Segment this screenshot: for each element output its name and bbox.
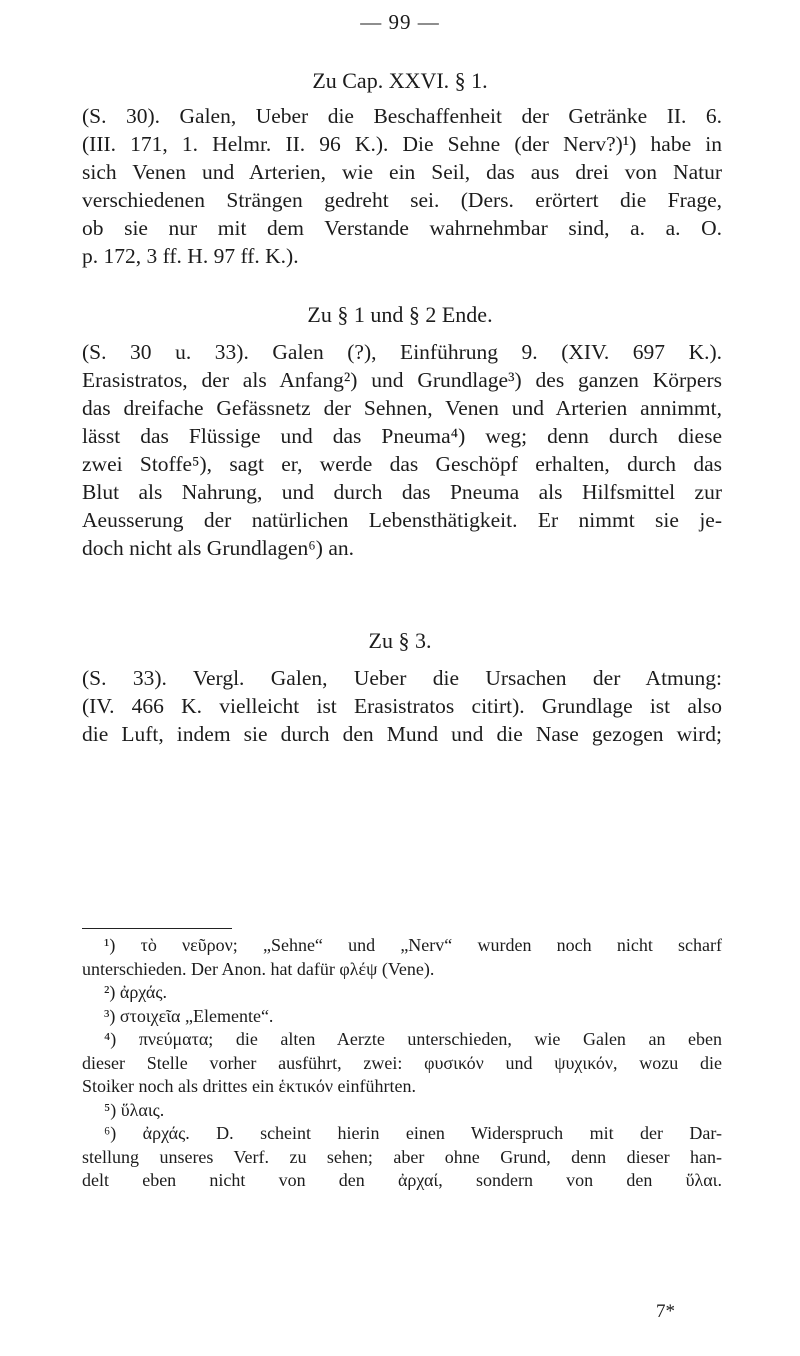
- footnote-line: Stoiker noch als drittes ein ἑκτικόν einführten.: [82, 1076, 416, 1096]
- footnote-line: ²) ἀρχάς.: [104, 982, 167, 1002]
- section-heading: Zu § 3.: [368, 628, 432, 653]
- text-line: (S. 30 u. 33). Galen (?), Einführung 9. (XIV. 697 K.).: [82, 340, 722, 364]
- text-line: Blut als Nahrung, und durch das Pneuma als Hilfsmittel zur: [82, 480, 722, 504]
- section-heading: Zu § 1 und § 2 Ende.: [307, 302, 493, 327]
- text-line: doch nicht als Grundlagen⁶) an.: [82, 536, 354, 560]
- page-number: — 99 —: [360, 10, 440, 34]
- footnote-line: ³) στοιχεῖα „Elemente“.: [104, 1005, 274, 1026]
- footnote-line: ⁵) ὕλαις.: [104, 1099, 165, 1120]
- footnote-line: delt eben nicht von den ἀρχαί, sondern von den ὕλαι.: [82, 1170, 722, 1190]
- footnote-line: unterschieden. Der Anon. hat dafür φλέψ (Vene).: [82, 958, 435, 979]
- footnote-line: ⁶) ἀρχάς. D. scheint hierin einen Widerspruch mit der Dar-: [104, 1123, 722, 1143]
- text-line: (S. 30). Galen, Ueber die Beschaffenheit der Getränke II. 6.: [82, 104, 722, 128]
- text-line: ob sie nur mit dem Verstande wahrnehmbar sind, a. a. O.: [82, 216, 722, 240]
- footnote-rule: [82, 928, 232, 929]
- section-heading: Zu Cap. XXVI. § 1.: [312, 68, 488, 93]
- text-line: (III. 171, 1. Helmr. II. 96 K.). Die Sehne (der Nerv?)¹) habe in: [82, 132, 722, 156]
- text-line: verschiedenen Strängen gedreht sei. (Ders. erörtert die Frage,: [82, 188, 722, 212]
- text-line: lässt das Flüssige und das Pneuma⁴) weg; denn durch diese: [82, 424, 722, 448]
- text-line: sich Venen und Arterien, wie ein Seil, das aus drei von Natur: [82, 160, 722, 184]
- text-line: zwei Stoffe⁵), sagt er, werde das Geschöpf erhalten, durch das: [82, 452, 722, 476]
- text-line: (IV. 466 K. vielleicht ist Erasistratos citirt). Grundlage ist also: [82, 694, 722, 718]
- signature-mark: 7*: [656, 1301, 675, 1322]
- section-paragraph: [82, 338, 722, 562]
- footnotes: [82, 934, 722, 1193]
- section-paragraph: [82, 102, 722, 270]
- text-line: p. 172, 3 ff. H. 97 ff. K.).: [82, 244, 299, 268]
- text-line: die Luft, indem sie durch den Mund und die Nase gezogen wird;: [82, 722, 722, 746]
- footnote-line: ¹) τὸ νεῦρον; „Sehne“ und „Nerv“ wurden noch nicht scharf: [104, 935, 722, 955]
- text-line: Erasistratos, der als Anfang²) und Grundlage³) des ganzen Körpers: [82, 368, 722, 392]
- section-paragraph: [82, 664, 722, 748]
- text-line: (S. 33). Vergl. Galen, Ueber die Ursachen der Atmung:: [82, 666, 722, 690]
- footnote-line: stellung unseres Verf. zu sehen; aber ohne Grund, denn dieser han-: [82, 1146, 722, 1167]
- text-line: das dreifache Gefässnetz der Sehnen, Venen und Arterien annimmt,: [82, 396, 722, 420]
- footnote-line: ⁴) πνεύματα; die alten Aerzte unterschieden, wie Galen an eben: [104, 1029, 722, 1049]
- footnote-line: dieser Stelle vorher ausführt, zwei: φυσικόν und ψυχικόν, wozu die: [82, 1052, 722, 1073]
- text-line: Aeusserung der natürlichen Lebensthätigkeit. Er nimmt sie je-: [82, 508, 722, 532]
